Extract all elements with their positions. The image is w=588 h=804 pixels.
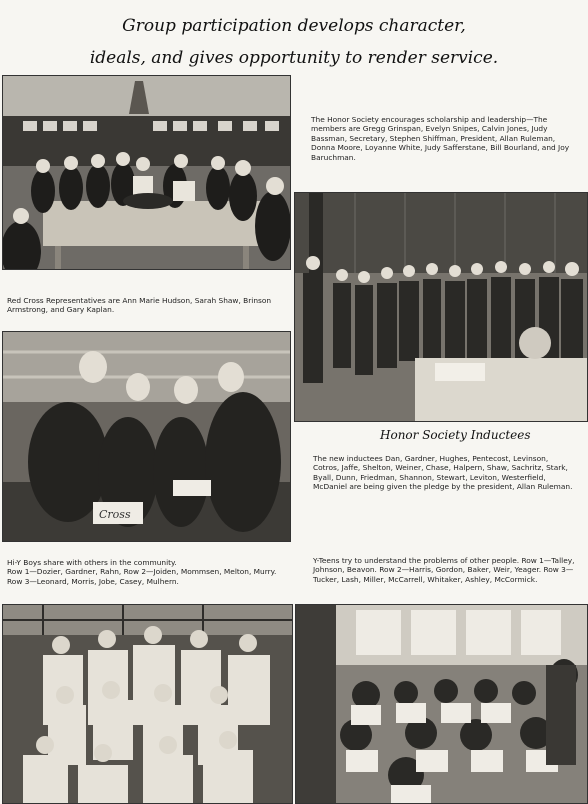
honor-society-caption: The Honor Society encourages scholarship and leadership—The members are Gregg Grinspan, Evelyn Snipes, Calvin Jones, Judy Bassman, Secretary, Stephen Shiffman, President, Allan Ruleman, Donna Moore, Loyanne White, Judy Safferstane, Bill Bourland, and Joy Baruchman. [311, 115, 570, 162]
inductees-title: Honor Society Inductees [380, 428, 531, 442]
hiy-caption [7, 558, 282, 586]
red-cross-photo [2, 331, 291, 542]
red-cross-sign-text: Cross [99, 508, 131, 521]
honor-society-photo [2, 75, 291, 270]
hiy-caption-line-2: Row 1—Dozier, Gardner, Rahn, Row 2—Joiden, Mommsen, Melton, Murry. Row 3—Leonard, Morris, Jobe, Casey, Mulhern. [7, 567, 277, 586]
hiy-photo [2, 604, 293, 804]
hiy-caption-line-1: Hi-Y Boys share with others in the community. [7, 558, 177, 567]
yteens-photo [295, 604, 588, 804]
yteens-caption: Y-Teens try to understand the problems of other people. Row 1—Talley, Johnson, Beavon. Row 2—Harris, Gordon, Baker, Weir, Yeager. Row 3—Tucker, Lash, Miller, McCarrell, Whitaker, Ashley, McCormick. [313, 556, 575, 584]
red-cross-caption: Red Cross Representatives are Ann Marie Hudson, Sarah Shaw, Brinson Armstrong, and Gary Kaplan. [7, 296, 272, 315]
inductees-photo [294, 192, 588, 422]
page-heading [0, 10, 588, 74]
heading-line-1: Group participation develops character, [122, 16, 466, 36]
inductees-caption: The new inductees Dan, Gardner, Hughes, Pentecost, Levinson, Cotros, Jaffe, Shelton, Weiner, Chase, Halpern, Shaw, Sachritz, Stark, Byall, Dunn, Friedman, Shannon, Stewart, Leviton, Westerfield, McDaniel are being given the pledge by the president, Allan Ruleman. [313, 454, 573, 492]
heading-line-2: ideals, and gives opportunity to render service. [89, 48, 499, 68]
